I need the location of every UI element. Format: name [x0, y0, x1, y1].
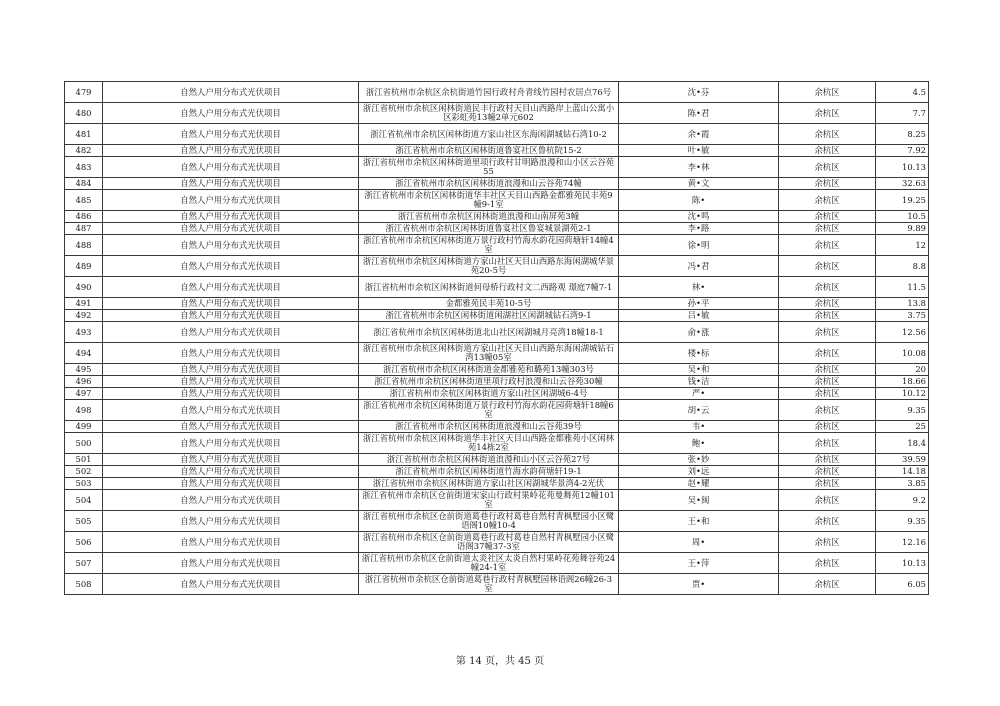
district-cell: 余杭区 — [779, 124, 876, 145]
project-name-cell: 自然人户用分布式光伏项目 — [103, 511, 359, 532]
capacity-cell: 18.66 — [876, 376, 929, 388]
table-row — [65, 277, 929, 298]
capacity-cell: 7.7 — [876, 103, 929, 124]
row-number-cell: 508 — [65, 574, 103, 595]
row-number-cell: 488 — [65, 235, 103, 256]
project-name-cell: 自然人户用分布式光伏项目 — [103, 322, 359, 343]
district-cell: 余杭区 — [779, 310, 876, 322]
district-cell: 余杭区 — [779, 553, 876, 574]
row-number-cell: 482 — [65, 145, 103, 157]
owner-name-cell: 冯•君 — [619, 256, 779, 277]
project-name-cell: 自然人户用分布式光伏项目 — [103, 235, 359, 256]
capacity-cell: 25 — [876, 421, 929, 433]
capacity-cell: 9.35 — [876, 400, 929, 421]
capacity-cell: 20 — [876, 364, 929, 376]
capacity-cell: 32.63 — [876, 178, 929, 190]
row-number-cell: 498 — [65, 400, 103, 421]
row-number-cell: 507 — [65, 553, 103, 574]
table-row — [65, 310, 929, 322]
project-name-cell: 自然人户用分布式光伏项目 — [103, 532, 359, 553]
capacity-cell: 11.5 — [876, 277, 929, 298]
install-address-cell: 浙江省杭州市余杭区仓前街道宋家山行政村果岭花苑曼舞苑12幢101室 — [359, 490, 619, 511]
row-number-cell: 481 — [65, 124, 103, 145]
capacity-cell: 3.85 — [876, 478, 929, 490]
table-row — [65, 235, 929, 256]
table-row — [65, 490, 929, 511]
capacity-cell: 4.5 — [876, 82, 929, 103]
table-row — [65, 124, 929, 145]
row-number-cell: 480 — [65, 103, 103, 124]
table-row — [65, 466, 929, 478]
district-cell: 余杭区 — [779, 454, 876, 466]
owner-name-cell: 张•妙 — [619, 454, 779, 466]
table-row — [65, 223, 929, 235]
row-number-cell: 494 — [65, 343, 103, 364]
table-row — [65, 376, 929, 388]
table-row — [65, 478, 929, 490]
capacity-cell: 39.59 — [876, 454, 929, 466]
owner-name-cell: 黄•文 — [619, 178, 779, 190]
row-number-cell: 501 — [65, 454, 103, 466]
owner-name-cell: 胡•云 — [619, 400, 779, 421]
table-row — [65, 574, 929, 595]
table-row — [65, 511, 929, 532]
district-cell: 余杭区 — [779, 298, 876, 310]
table-row — [65, 421, 929, 433]
install-address-cell: 浙江省杭州市余杭区闲林街道方家山社区东海闲湖城钻石湾10-2 — [359, 124, 619, 145]
owner-name-cell: 徐•明 — [619, 235, 779, 256]
install-address-cell: 浙江省杭州市余杭区仓前街道葛巷行政村葛巷自然村青枫墅园小区鹭语阁10幢10-4 — [359, 511, 619, 532]
capacity-cell: 12 — [876, 235, 929, 256]
install-address-cell: 浙江省杭州市余杭区闲林街道鲁宴社区鲁杭院15-2 — [359, 145, 619, 157]
owner-name-cell: 王•和 — [619, 511, 779, 532]
district-cell: 余杭区 — [779, 433, 876, 454]
district-cell: 余杭区 — [779, 82, 876, 103]
owner-name-cell: 沈•芬 — [619, 82, 779, 103]
row-number-cell: 487 — [65, 223, 103, 235]
table-row — [65, 298, 929, 310]
capacity-cell: 6.05 — [876, 574, 929, 595]
install-address-cell: 浙江省杭州市余杭区闲林街道金都雅苑和璐苑13幢303号 — [359, 364, 619, 376]
table-row — [65, 532, 929, 553]
district-cell: 余杭区 — [779, 466, 876, 478]
row-number-cell: 505 — [65, 511, 103, 532]
capacity-cell: 13.8 — [876, 298, 929, 310]
install-address-cell: 浙江省杭州市余杭区闲林街道浪漫和山云谷苑74幢 — [359, 178, 619, 190]
owner-name-cell: 李•路 — [619, 223, 779, 235]
install-address-cell: 金都雅苑民丰苑10-5号 — [359, 298, 619, 310]
install-address-cell: 浙江省杭州市余杭区闲林街道浪漫和山云谷苑39号 — [359, 421, 619, 433]
capacity-cell: 9.35 — [876, 511, 929, 532]
owner-name-cell: 王•萍 — [619, 553, 779, 574]
table-body — [65, 82, 929, 595]
project-name-cell: 自然人户用分布式光伏项目 — [103, 256, 359, 277]
project-name-cell: 自然人户用分布式光伏项目 — [103, 364, 359, 376]
table-row — [65, 145, 929, 157]
table-row — [65, 433, 929, 454]
table-row — [65, 388, 929, 400]
project-name-cell: 自然人户用分布式光伏项目 — [103, 433, 359, 454]
owner-name-cell: 吴•和 — [619, 364, 779, 376]
project-name-cell: 自然人户用分布式光伏项目 — [103, 388, 359, 400]
install-address-cell: 浙江省杭州市余杭区闲林街道竹海水韵荷塘轩19-1 — [359, 466, 619, 478]
district-cell: 余杭区 — [779, 400, 876, 421]
project-name-cell: 自然人户用分布式光伏项目 — [103, 466, 359, 478]
project-name-cell: 自然人户用分布式光伏项目 — [103, 190, 359, 211]
row-number-cell: 504 — [65, 490, 103, 511]
row-number-cell: 479 — [65, 82, 103, 103]
owner-name-cell: 叶•敏 — [619, 145, 779, 157]
owner-name-cell: 钱•洁 — [619, 376, 779, 388]
project-name-cell: 自然人户用分布式光伏项目 — [103, 211, 359, 223]
project-name-cell: 自然人户用分布式光伏项目 — [103, 553, 359, 574]
owner-name-cell: 楼•标 — [619, 343, 779, 364]
district-cell: 余杭区 — [779, 490, 876, 511]
owner-name-cell: 贾• — [619, 574, 779, 595]
project-name-cell: 自然人户用分布式光伏项目 — [103, 421, 359, 433]
owner-name-cell: 周• — [619, 532, 779, 553]
install-address-cell: 浙江省杭州市余杭区闲林街道里项行政村甘明路浪漫和山小区云谷苑55 — [359, 157, 619, 178]
row-number-cell: 503 — [65, 478, 103, 490]
row-number-cell: 499 — [65, 421, 103, 433]
row-number-cell: 493 — [65, 322, 103, 343]
capacity-cell: 3.75 — [876, 310, 929, 322]
project-name-cell: 自然人户用分布式光伏项目 — [103, 124, 359, 145]
district-cell: 余杭区 — [779, 157, 876, 178]
table-row — [65, 322, 929, 343]
owner-name-cell: 吴•闽 — [619, 490, 779, 511]
district-cell: 余杭区 — [779, 322, 876, 343]
row-number-cell: 506 — [65, 532, 103, 553]
district-cell: 余杭区 — [779, 478, 876, 490]
district-cell: 余杭区 — [779, 190, 876, 211]
row-number-cell: 492 — [65, 310, 103, 322]
table-row — [65, 364, 929, 376]
row-number-cell: 500 — [65, 433, 103, 454]
district-cell: 余杭区 — [779, 376, 876, 388]
capacity-cell: 10.13 — [876, 553, 929, 574]
row-number-cell: 490 — [65, 277, 103, 298]
owner-name-cell: 余•霞 — [619, 124, 779, 145]
project-name-cell: 自然人户用分布式光伏项目 — [103, 298, 359, 310]
district-cell: 余杭区 — [779, 256, 876, 277]
capacity-cell: 9.89 — [876, 223, 929, 235]
install-address-cell: 浙江省杭州市余杭区闲林街道华丰社区天目山西路金都雅苑小区闲林苑14栋2室 — [359, 433, 619, 454]
capacity-cell: 8.25 — [876, 124, 929, 145]
install-address-cell: 浙江省杭州市余杭区余杭街道竹园行政村舟青线竹园村农居点76号 — [359, 82, 619, 103]
district-cell: 余杭区 — [779, 343, 876, 364]
owner-name-cell: 鲍• — [619, 433, 779, 454]
capacity-cell: 9.2 — [876, 490, 929, 511]
install-address-cell: 浙江省杭州市余杭区仓前街道太炎社区太炎自然村果岭花苑舞谷苑24幢24-1室 — [359, 553, 619, 574]
project-name-cell: 自然人户用分布式光伏项目 — [103, 454, 359, 466]
capacity-cell: 18.4 — [876, 433, 929, 454]
project-name-cell: 自然人户用分布式光伏项目 — [103, 574, 359, 595]
install-address-cell: 浙江省杭州市余杭区闲林街道方家山社区天目山西路东海闲湖城钻石湾13幢05室 — [359, 343, 619, 364]
project-name-cell: 自然人户用分布式光伏项目 — [103, 490, 359, 511]
district-cell: 余杭区 — [779, 364, 876, 376]
district-cell: 余杭区 — [779, 178, 876, 190]
district-cell: 余杭区 — [779, 511, 876, 532]
project-name-cell: 自然人户用分布式光伏项目 — [103, 103, 359, 124]
project-name-cell: 自然人户用分布式光伏项目 — [103, 178, 359, 190]
capacity-cell: 19.25 — [876, 190, 929, 211]
district-cell: 余杭区 — [779, 211, 876, 223]
install-address-cell: 浙江省杭州市余杭区闲林街道鲁宴社区鲁宴城景湖苑2-1 — [359, 223, 619, 235]
install-address-cell: 浙江省杭州市余杭区闲林街道浪漫和山小区云谷苑27号 — [359, 454, 619, 466]
capacity-cell: 10.08 — [876, 343, 929, 364]
project-name-cell: 自然人户用分布式光伏项目 — [103, 157, 359, 178]
owner-name-cell: 孙•平 — [619, 298, 779, 310]
owner-name-cell: 俞•涨 — [619, 322, 779, 343]
owner-name-cell: 刘•远 — [619, 466, 779, 478]
capacity-cell: 7.92 — [876, 145, 929, 157]
install-address-cell: 浙江省杭州市余杭区闲林街道民丰行政村天目山西路岸上蓝山公寓小区彩虹苑13幢2单元602 — [359, 103, 619, 124]
owner-name-cell: 陈•君 — [619, 103, 779, 124]
row-number-cell: 486 — [65, 211, 103, 223]
capacity-cell: 10.5 — [876, 211, 929, 223]
install-address-cell: 浙江省杭州市余杭区仓前街道葛巷行政村青枫墅园林语阁26幢26-3室 — [359, 574, 619, 595]
capacity-cell: 10.12 — [876, 388, 929, 400]
district-cell: 余杭区 — [779, 574, 876, 595]
project-name-cell: 自然人户用分布式光伏项目 — [103, 376, 359, 388]
project-name-cell: 自然人户用分布式光伏项目 — [103, 82, 359, 103]
install-address-cell: 浙江省杭州市余杭区闲林街道闲湖社区闲湖城钻石湾9-1 — [359, 310, 619, 322]
owner-name-cell: 韦• — [619, 421, 779, 433]
capacity-cell: 12.16 — [876, 532, 929, 553]
install-address-cell: 浙江省杭州市余杭区仓前街道葛巷行政村葛巷自然村青枫墅园小区鹭语阁37幢37-3室 — [359, 532, 619, 553]
install-address-cell: 浙江省杭州市余杭区闲林街道里项行政村浪漫和山云谷苑30幢 — [359, 376, 619, 388]
district-cell: 余杭区 — [779, 532, 876, 553]
project-name-cell: 自然人户用分布式光伏项目 — [103, 310, 359, 322]
table-row — [65, 454, 929, 466]
table-row — [65, 343, 929, 364]
row-number-cell: 495 — [65, 364, 103, 376]
owner-name-cell: 严• — [619, 388, 779, 400]
project-name-cell: 自然人户用分布式光伏项目 — [103, 223, 359, 235]
owner-name-cell: 赵•耀 — [619, 478, 779, 490]
table-row — [65, 82, 929, 103]
install-address-cell: 浙江省杭州市余杭区闲林街道浪漫和山南屏苑3幢 — [359, 211, 619, 223]
row-number-cell: 496 — [65, 376, 103, 388]
owner-name-cell: 陈• — [619, 190, 779, 211]
district-cell: 余杭区 — [779, 388, 876, 400]
capacity-cell: 10.13 — [876, 157, 929, 178]
install-address-cell: 浙江省杭州市余杭区闲林街道方家山社区天目山西路东海闲湖城华景苑20-5号 — [359, 256, 619, 277]
project-name-cell: 自然人户用分布式光伏项目 — [103, 400, 359, 421]
table-row — [65, 190, 929, 211]
install-address-cell: 浙江省杭州市余杭区闲林街道北山社区闲湖城月亮湾18幢18-1 — [359, 322, 619, 343]
table-row — [65, 256, 929, 277]
row-number-cell: 484 — [65, 178, 103, 190]
row-number-cell: 483 — [65, 157, 103, 178]
row-number-cell: 497 — [65, 388, 103, 400]
table-row — [65, 103, 929, 124]
table-row — [65, 178, 929, 190]
capacity-cell: 8.8 — [876, 256, 929, 277]
project-name-cell: 自然人户用分布式光伏项目 — [103, 343, 359, 364]
install-address-cell: 浙江省杭州市余杭区闲林街道何母桥行政村文二西路观 璟庭7幢7-1 — [359, 277, 619, 298]
capacity-cell: 14.18 — [876, 466, 929, 478]
row-number-cell: 502 — [65, 466, 103, 478]
project-name-cell: 自然人户用分布式光伏项目 — [103, 478, 359, 490]
page-number: 第 14 页，共 45 页 — [455, 656, 545, 667]
table-row — [65, 157, 929, 178]
install-address-cell: 浙江省杭州市余杭区闲林街道方家山社区闲湖城6-4号 — [359, 388, 619, 400]
row-number-cell: 489 — [65, 256, 103, 277]
install-address-cell: 浙江省杭州市余杭区闲林街道方家山社区闲湖城华景湾4-2光伏 — [359, 478, 619, 490]
owner-name-cell: 吕•敏 — [619, 310, 779, 322]
district-cell: 余杭区 — [779, 223, 876, 235]
table-row — [65, 400, 929, 421]
table-row — [65, 211, 929, 223]
capacity-cell: 12.56 — [876, 322, 929, 343]
install-address-cell: 浙江省杭州市余杭区闲林街道万景行政村竹海水韵花园荷塘轩18幢6室 — [359, 400, 619, 421]
project-name-cell: 自然人户用分布式光伏项目 — [103, 145, 359, 157]
project-name-cell: 自然人户用分布式光伏项目 — [103, 277, 359, 298]
table-row — [65, 553, 929, 574]
owner-name-cell: 李•林 — [619, 157, 779, 178]
owner-name-cell: 沈•鸣 — [619, 211, 779, 223]
install-address-cell: 浙江省杭州市余杭区闲林街道华丰社区天目山西路金都雅苑民丰苑9幢9-1室 — [359, 190, 619, 211]
row-number-cell: 491 — [65, 298, 103, 310]
owner-name-cell: 林• — [619, 277, 779, 298]
row-number-cell: 485 — [65, 190, 103, 211]
district-cell: 余杭区 — [779, 103, 876, 124]
district-cell: 余杭区 — [779, 421, 876, 433]
district-cell: 余杭区 — [779, 145, 876, 157]
install-address-cell: 浙江省杭州市余杭区闲林街道万景行政村竹海水韵花园荷塘轩14幢4室 — [359, 235, 619, 256]
project-table — [64, 81, 929, 595]
district-cell: 余杭区 — [779, 277, 876, 298]
district-cell: 余杭区 — [779, 235, 876, 256]
